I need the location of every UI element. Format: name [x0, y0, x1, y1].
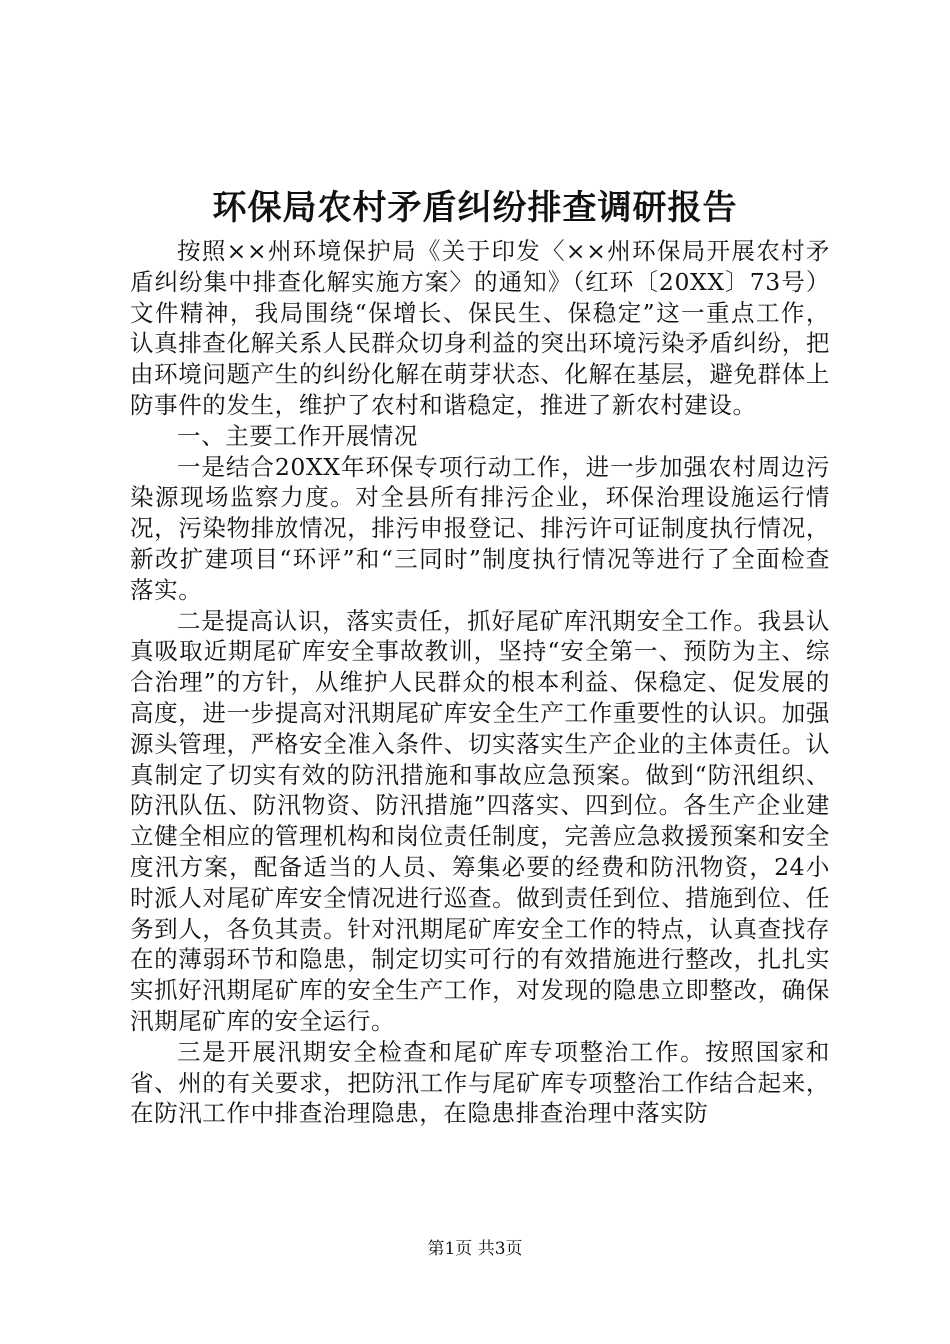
body-paragraph-1: 一是结合20XX年环保专项行动工作，进一步加强农村周边污染源现场监察力度。对全县所有排污企业，环保治理设施运行情况，污染物排放情况，排污申报登记、排污许可证制度执行情况，新改扩建项目“环评”和“三同时”制度执行情况等进行了全面检查落实。 [130, 452, 830, 604]
body-paragraph-3: 三是开展汛期安全检查和尾矿库专项整治工作。按照国家和省、州的有关要求，把防汛工作与尾矿库专项整治工作结合起来，在防汛工作中排查治理隐患，在隐患排查治理中落实防 [130, 1037, 830, 1128]
section-heading: 一、主要工作开展情况 [177, 421, 418, 450]
document-title: 环保局农村矛盾纠纷排查调研报告 [212, 188, 738, 228]
body-paragraph-2: 二是提高认识，落实责任，抓好尾矿库汛期安全工作。我县认真吸取近期尾矿库安全事故教训，坚持“安全第一、预防为主、综合治理”的方针，从维护人民群众的根本利益、保稳定、促发展的高度，进一步提高对汛期尾矿库安全生产工作重要性的认识。加强源头管理，严格安全准入条件、切实落实生产企业的主体责任。认真制定了切实有效的防汛措施和事故应急预案。做到“防汛组织、防汛队伍、防汛物资、防汛措施”四落实、四到位。各生产企业建立健全相应的管理机构和岗位责任制度，完善应急救援预案和安全度汛方案，配备适当的人员、筹集必要的经费和防汛物资，24小时派人对尾矿库安全情况进行巡查。做到责任到位、措施到位、任务到人，各负其责。针对汛期尾矿库安全工作的特点，认真查找存在的薄弱环节和隐患，制定切实可行的有效措施进行整改，扎扎实实抓好汛期尾矿库的安全生产工作，对发现的隐患立即整改，确保汛期尾矿库的安全运行。 [130, 606, 830, 1035]
document-body [130, 236, 830, 1129]
intro-paragraph: 按照××州环境保护局《关于印发〈××州环保局开展农村矛盾纠纷集中排查化解实施方案〉的通知》（红环〔20XX〕73号）文件精神，我局围绕“保增长、保民生、保稳定”这一重点工作，认真排查化解关系人民群众切身利益的突出环境污染矛盾纠纷，把由环境问题产生的纠纷化解在萌芽状态、化解在基层，避免群体上防事件的发生，维护了农村和谐稳定，推进了新农村建设。 [130, 237, 830, 419]
page-footer: 第1页 共3页 [427, 1239, 523, 1259]
